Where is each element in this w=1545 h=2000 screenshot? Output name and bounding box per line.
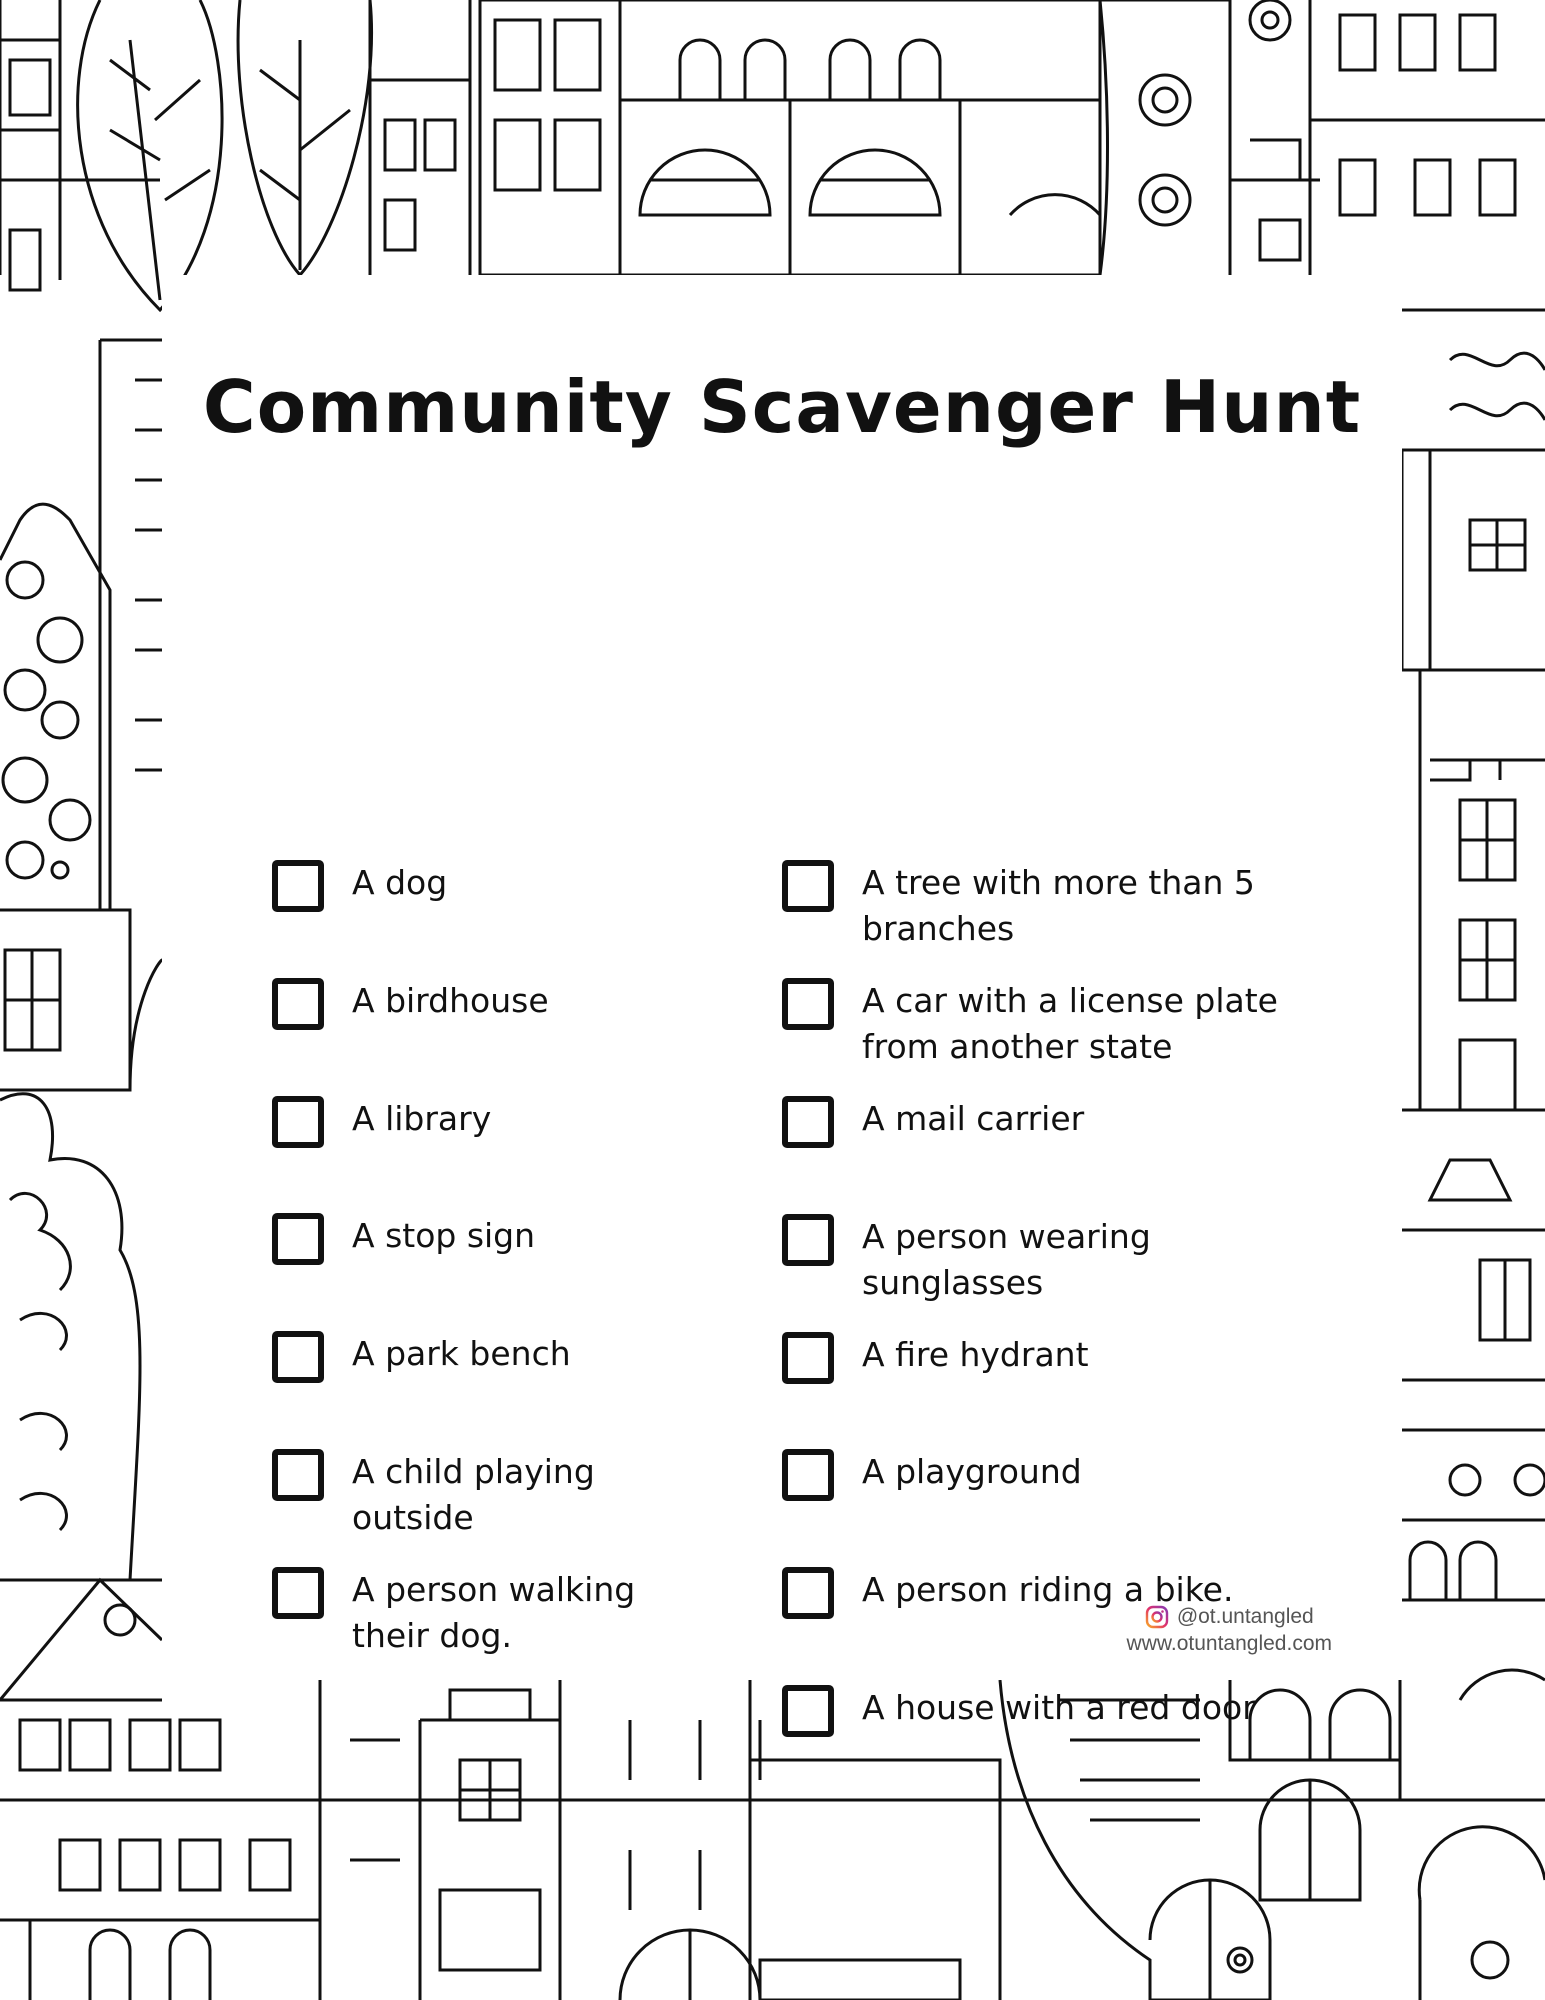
checklist-item [782, 1096, 1292, 1148]
checkbox[interactable] [782, 860, 834, 912]
checkbox[interactable] [782, 1449, 834, 1501]
checklist-item [272, 1331, 712, 1383]
checklist-item [782, 860, 1292, 952]
checklist-item-label: A fire hydrant [862, 1335, 1089, 1374]
checkbox[interactable] [782, 1214, 834, 1266]
checkbox[interactable] [272, 978, 324, 1030]
checkbox[interactable] [272, 1567, 324, 1619]
credits [1127, 1603, 1332, 1657]
checklist-item-label: A dog [352, 863, 448, 902]
checklist-item-label: A park bench [352, 1334, 571, 1373]
instagram-icon [1145, 1605, 1169, 1629]
checkbox[interactable] [272, 1096, 324, 1148]
instagram-handle-row [1127, 1603, 1332, 1630]
checklist-item-label: A car with a license plate from another state [862, 981, 1278, 1066]
checklist-item-label: A library [352, 1099, 492, 1138]
checklist-item [782, 1332, 1292, 1384]
checklist-item-label: A child playing outside [352, 1452, 595, 1537]
checklist-item-label: A person wearing sunglasses [862, 1217, 1151, 1302]
checklist-item [782, 1214, 1292, 1306]
checklist-item-label: A person walking their dog. [352, 1570, 636, 1655]
instagram-handle[interactable]: @ot.untangled [1176, 1605, 1314, 1628]
checkbox[interactable] [782, 1096, 834, 1148]
checklist-item [782, 1685, 1292, 1737]
checklist-item-label: A tree with more than 5 branches [862, 863, 1255, 948]
page-title: Community Scavenger Hunt [202, 365, 1362, 449]
checklist-item [782, 1449, 1292, 1501]
checklist-item [272, 1096, 712, 1148]
checklist-item-label: A playground [862, 1452, 1082, 1491]
checkbox[interactable] [782, 1685, 834, 1737]
checkbox[interactable] [272, 1331, 324, 1383]
checklist-item-label: A person riding a bike. [862, 1570, 1234, 1609]
checklist-item-label: A birdhouse [352, 981, 549, 1020]
worksheet-panel [162, 275, 1402, 1727]
checklist-item [272, 978, 712, 1030]
checkbox[interactable] [782, 978, 834, 1030]
checklist-item-label: A mail carrier [862, 1099, 1085, 1138]
checklist-item [272, 1213, 712, 1265]
checkbox[interactable] [782, 1332, 834, 1384]
checkbox[interactable] [782, 1567, 834, 1619]
checkbox[interactable] [272, 860, 324, 912]
checklist-item [272, 1449, 712, 1541]
checklist-item-label: A house with a red door [862, 1688, 1256, 1727]
checkbox[interactable] [272, 1449, 324, 1501]
checklist-item [782, 978, 1292, 1070]
checkbox[interactable] [272, 1213, 324, 1265]
checklist-item [272, 1567, 712, 1659]
checklist-item [272, 860, 712, 912]
website-link[interactable]: www.otuntangled.com [1126, 1632, 1332, 1655]
checklist-item-label: A stop sign [352, 1216, 536, 1255]
